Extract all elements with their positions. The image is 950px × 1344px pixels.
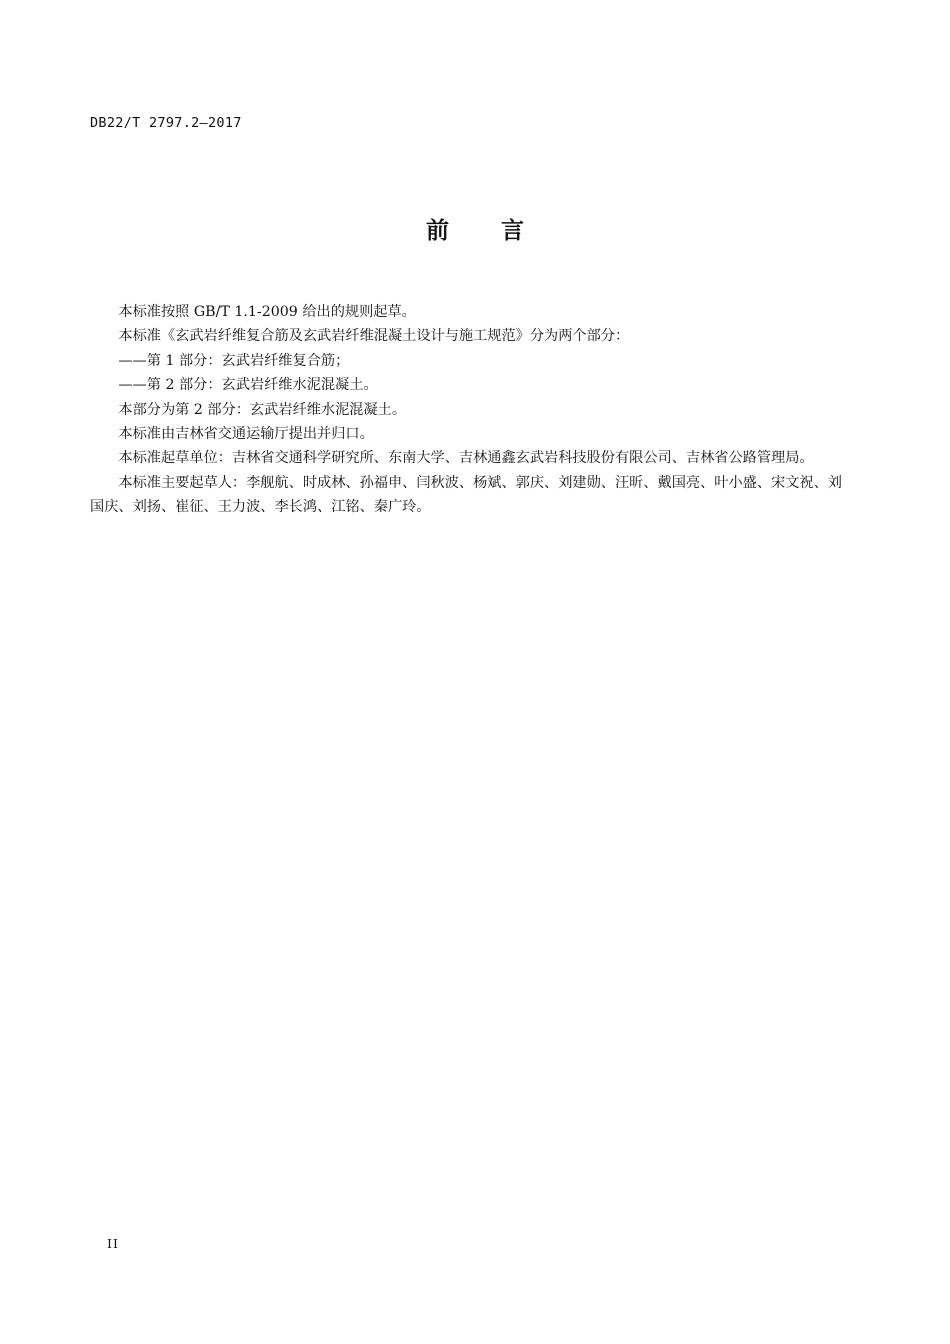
paragraph-part-1: ——第 1 部分：玄武岩纤维复合筋；	[118, 352, 350, 369]
paragraph-proposer: 本标准由吉林省交通运输厅提出并归口。	[118, 426, 374, 443]
paragraph-standard-parts: 本标准《玄武岩纤维复合筋及玄武岩纤维混凝土设计与施工规范》分为两个部分：	[118, 328, 630, 345]
page-title: 前言	[426, 218, 576, 244]
paragraph-this-part: 本部分为第 2 部分：玄武岩纤维水泥混凝土。	[118, 401, 407, 418]
paragraph-part-2: ——第 2 部分：玄武岩纤维水泥混凝土。	[118, 377, 378, 394]
page-number: II	[107, 1236, 119, 1251]
preface-body	[90, 300, 842, 520]
paragraph-drafters: 本标准主要起草人：李舰航、时成林、孙福申、闫秋波、杨斌、郭庆、刘建勋、汪昕、戴国亮、叶小盛、宋文祝、刘国庆、刘扬、崔征、王力波、李长鸿、江铭、秦广玲。	[90, 474, 842, 516]
document-code: DB22/T 2797.2—2017	[90, 115, 242, 131]
paragraph-drafting-rules: 本标准按照 GB/T 1.1-2009 给出的规则起草。	[118, 304, 416, 320]
paragraph-drafting-units: 本标准起草单位：吉林省交通科学研究所、东南大学、吉林通鑫玄武岩科技股份有限公司、吉林省公路管理局。	[118, 450, 814, 467]
